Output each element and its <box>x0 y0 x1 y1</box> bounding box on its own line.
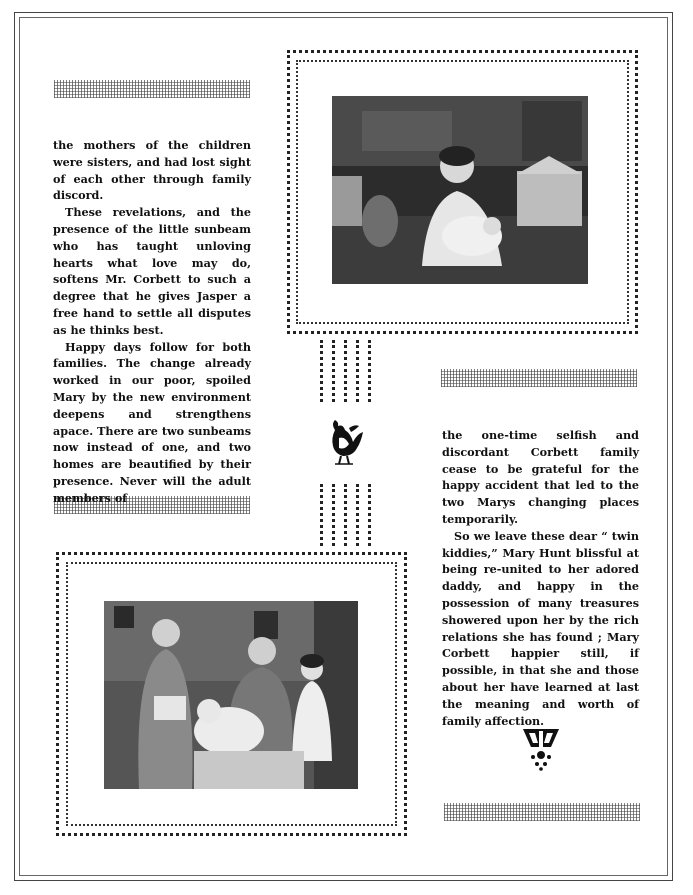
photo-family-group <box>104 601 358 789</box>
rooster-ornament-icon <box>325 416 367 466</box>
tulip-emblem-icon <box>521 727 561 771</box>
left-text-column <box>53 137 251 507</box>
vertical-dots-7 <box>332 484 339 546</box>
left-paragraph-3: Happy days follow for both families. The change already worked in our poor, spoiled Mary by the new environment deepens and strengthens apace. There are two sunbeams now instead of one, and two homes are beautified by their presence. Never will the adult members of <box>53 339 251 505</box>
photo-girl-with-doll <box>332 96 588 284</box>
vertical-dots-10 <box>368 484 375 546</box>
right-paragraph-1: the one-time selfish and discordant Corbett family cease to be grateful for the happy accident that led to the two Marys changing places temporarily. <box>442 428 639 526</box>
vertical-dots-8 <box>344 484 351 546</box>
left-paragraph-1: the mothers of the children were sisters, and had lost sight of each other through family discord. <box>53 138 251 203</box>
right-text-column <box>442 427 639 729</box>
vertical-dots-6 <box>320 484 327 546</box>
vertical-dots-4 <box>356 340 363 402</box>
vertical-dots-2 <box>332 340 339 402</box>
right-paragraph-2: So we leave these dear “ twin kiddies,” Mary Hunt blissful at being re-united to her adored daddy, and happy in the possession of many treasures showered upon her by the rich relations she has found ; Mary Corbett happier still, if possible, in that she and those about her have learned at last the meaning and worth of family affection. <box>442 528 639 728</box>
vertical-dots-3 <box>344 340 351 402</box>
shaded-bar-top-left <box>54 80 250 98</box>
left-paragraph-2: These revelations, and the presence of the little sunbeam who has taught unloving hearts what love may do, softens Mr. Corbett to such a degree that he gives Jasper a free hand to settle all disputes as he thinks best. <box>53 205 251 337</box>
shaded-bar-middle-right <box>441 369 637 387</box>
vertical-dots-9 <box>356 484 363 546</box>
shaded-bar-bottom-right <box>444 803 640 821</box>
vertical-dots-5 <box>368 340 375 402</box>
vertical-dots-1 <box>320 340 327 402</box>
